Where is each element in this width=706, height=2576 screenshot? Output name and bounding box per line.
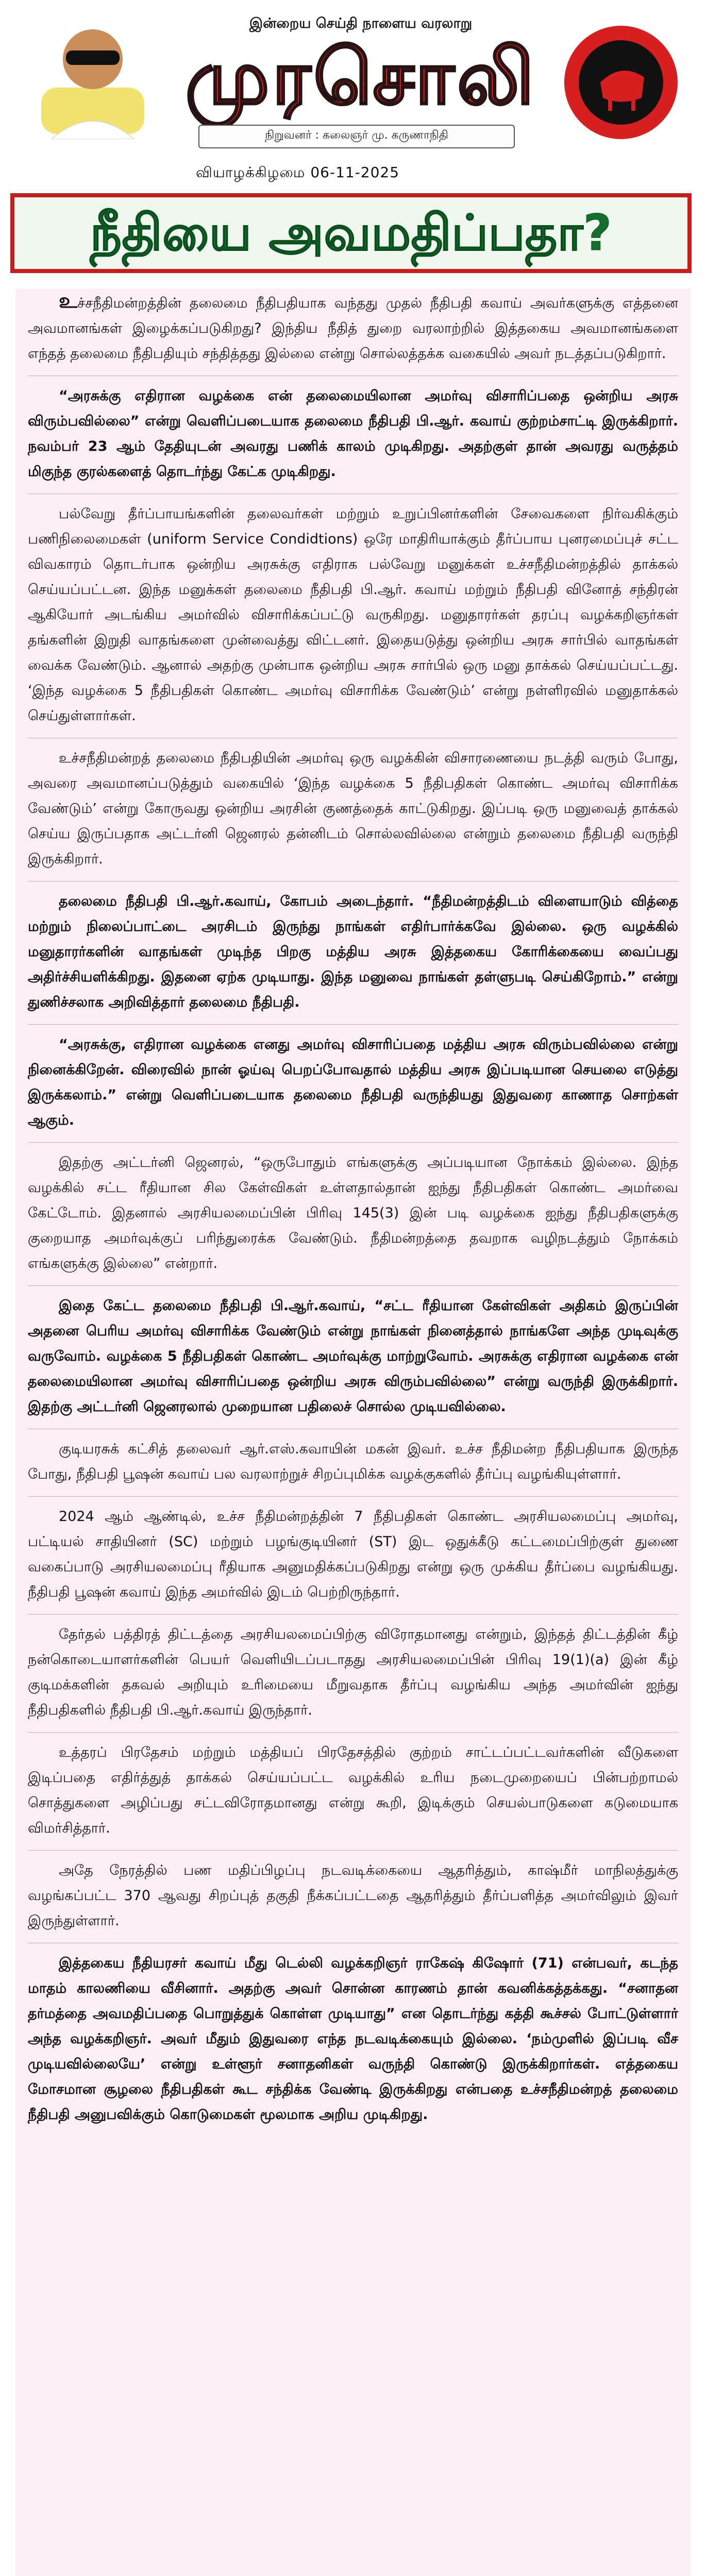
headline-box [10, 193, 692, 273]
paper-name-logo: முரசொலி [185, 33, 536, 122]
paragraph-text: உச்சநீதிமன்றத் தலைமை நீதிபதியின் அமர்வு ஒரு வழக்கின் விசாரணையை நடத்தி வரும் போது, அவரை அவமானப்படுத்தும் வகையில் ‘இந்த வழக்கை 5 நீதிபதிகள் கொண்ட அமர்வு விசாரிக்க வேண்டும்’ என்று கோருவது ஒன்றிய அரசின் குணத்தைக் காட்டுகிறது. இப்படி ஒரு மனுவைத் தாக்கல் செய்ய இருப்பதாக அட்டர்னி ஜெனரல் தன்னிடம் சொல்லவில்லை என்றும் தலைமை நீதிபதி வருந்தி இருக்கிறார். [28, 750, 678, 867]
article-paragraph [28, 383, 678, 484]
paragraph-divider [28, 1142, 678, 1143]
article-paragraph [28, 1293, 678, 1419]
article-paragraph [28, 1740, 678, 1841]
paragraph-text: அதே நேரத்தில் பண மதிப்பிழப்பு நடவடிக்கையை ஆதரித்தும், காஷ்மீர் மாநிலத்துக்கு வழங்கப்பட்ட 370 ஆவது சிறப்புத் தகுதி நீக்கப்பட்டதை ஆதரித்தும் தீர்ப்பளித்த அமர்விலும் இவர் இருந்துள்ளார். [28, 1862, 678, 1929]
paragraph-text: இத்தகைய நீதியரசர் கவாய் மீது டெல்லி வழக்கறிஞர் ராகேஷ் கிஷோர் (71) என்பவர், கடந்த மாதம் காலணியை வீசினார். அதற்கு அவர் சொன்ன காரணம் தான் கவனிக்கத்தக்கது. “சனாதன தர்மத்தை அவமதிப்பதை பொறுத்துக் கொள்ள முடியாது” என தொடர்ந்து கத்தி கூச்சல் போட்டுள்ளார் அந்த வழக்கறிஞர். அவர் மீதும் இதுவரை எந்த நடவடிக்கையும் இல்லை. ‘நம்முளில் இப்படி வீச முடியவில்லையே’ என்று உள்ளூர் சனாதனிகள் வருந்தி கொண்டு இருக்கிறார்கள். எத்தகைய மோசமான சூழலை நீதிபதிகள் கூட சந்திக்க வேண்டி இருக்கிறது என்பதை உச்சநீதிமன்றத் தலைமை நீதிபதி அனுபவிக்கும் கொடுமைகள் மூலமாக அறிய முடிகிறது. [28, 1955, 679, 2123]
masthead [0, 0, 706, 191]
paragraph-divider [28, 1850, 678, 1851]
article-paragraph [28, 889, 678, 1015]
paragraph-divider [28, 1024, 678, 1025]
headline: நீதியை அவமதிப்பதா? [90, 204, 612, 262]
paragraph-text: பல்வேறு தீர்ப்பாயங்களின் தலைவர்கள் மற்றும் உறுப்பினர்களின் சேவைகளை நிர்வகிக்கும் பணிநிலைமைகள் (uniform Service Condidtions) ஒரே மாதிரியாக்கும் தீர்ப்பாய புனரமைப்புச் சட்ட விவகாரம் தொடர்பாக ஒன்றிய அரசுக்கு எதிராக பல்வேறு மனுக்கள் உச்சநீதிமன்றத்தில் தாக்கல் செய்யப்பட்டன. இந்த மனுக்கள் தலைமை நீதிபதி பி.ஆர். கவாய் மற்றும் நீதிபதி வினோத் சந்திரன் ஆகியோர் அடங்கிய அமர்வில் விசாரிக்கப்பட்டு வருகிறது. மனுதாரர்கள் தரப்பு வழக்கறிஞர்கள் தங்களின் இறுதி வாதங்களை முன்வைத்து விட்டனர். இதையடுத்து ஒன்றிய அரசு சார்பில் வாதங்கள் வைக்க வேண்டும். ஆனால் அதற்கு முன்பாக ஒன்றிய அரசு சார்பில் ஒரு மனு தாக்கல் செய்யப்பட்டது. ‘இந்த வழக்கை 5 நீதிபதிகள் கொண்ட அமர்வு விசாரிக்க வேண்டும்’ என்று நள்ளிரவில் மனுதாக்கல் செய்துள்ளார்கள். [28, 506, 678, 724]
paragraph-text: உத்தரப் பிரதேசம் மற்றும் மத்தியப் பிரதேசத்தில் குற்றம் சாட்டப்பட்டவர்களின் வீடுகளை இடிப்பதை எதிர்த்துத் தாக்கல் செய்யப்பட்ட வழக்கில் உரிய நடைமுறையைப் பின்பற்றாமல் சொத்துகளை அழிப்பது சட்டவிரோதமானது என்று கூறி, இடிக்கும் செயல்பாடுகளை கடுமையாக விமர்சித்தார். [28, 1744, 678, 1836]
paragraph-divider [28, 1496, 678, 1497]
article-paragraph [28, 1622, 678, 1723]
paragraph-text: குடியரசுக் கட்சித் தலைவர் ஆர்.எஸ்.கவாயின் மகன் இவர். உச்ச நீதிமன்ற நீதிபதியாக இருந்த போது, நீதிபதி பூஷன் கவாய் பல வரலாற்றுச் சிறப்புமிக்க வழக்குகளில் தீர்ப்பு வழங்கியுள்ளார். [28, 1441, 678, 1482]
paragraph-text: “அரசுக்கு, எதிரான வழக்கை எனது அமர்வு விசாரிப்பதை மத்திய அரசு விரும்பவில்லை என்று நினைக்கிறேன். விரைவில் நான் ஓய்வு பெறப்போவதால் மத்திய அரசு இப்படியான செயலை எடுத்து இருக்கலாம்.” என்று வெளிப்படையாக தலைமை நீதிபதி வருந்தியது இதுவரை காணாத சொற்கள் ஆகும். [28, 1037, 678, 1128]
paragraph-divider [28, 1614, 678, 1615]
article-paragraph [28, 745, 678, 872]
article-paragraph [28, 1951, 678, 2127]
paragraph-text: இதற்கு அட்டர்னி ஜெனரல், “ஒருபோதும் எங்களுக்கு அப்படியான நோக்கம் இல்லை. இந்த வழக்கில் சட்ட ரீதியான சில கேள்விகள் உள்ளதால்தான் ஐந்து நீதிபதிகள் கொண்ட அமர்வை கேட்டோம். இதனால் அரசியலமைப்பின் பிரிவு 145(3) இன் படி வழக்கை ஐந்து நீதிபதிகளுக்கு குறையாத அமர்வுக்குப் பரிந்துரைக்க வேண்டும். நீதிமன்றத்தை தவறாக வழிநடத்தும் நோக்கம் எங்களுக்கு இல்லை” என்றார். [28, 1155, 679, 1272]
founder-portrait-image [21, 10, 165, 139]
paragraph-divider [28, 1732, 678, 1733]
paragraph-text: இதை கேட்ட தலைமை நீதிபதி பி.ஆர்.கவாய், “சட்ட ரீதியான கேள்விகள் அதிகம் இருப்பின் அதனை பெரிய அமர்வு விசாரிக்க வேண்டும் என்று நாங்கள் நினைத்தால் நாங்களே அந்த முடிவுக்கு வருவோம். வழக்கை 5 நீதிபதிகள் கொண்ட அமர்வுக்கு மாற்றுவோம். அரசுக்கு எதிரான வழக்கை என் தலைமையிலான அமர்வு விசாரிப்பதை ஒன்றிய அரசு விரும்பவில்லை” என்று வருந்தி இருக்கிறார். இதற்கு அட்டர்னி ஜெனரலால் முறையான பதிலைச் சொல்ல முடியவில்லை. [28, 1298, 678, 1415]
paragraph-text: “அரசுக்கு எதிரான வழக்கை என் தலைமையிலான அமர்வு விசாரிப்பதை ஒன்றிய அரசு விரும்பவில்லை” என்று வெளிப்படையாக தலைமை நீதிபதி பி.ஆர். கவாய் குற்றம்சாட்டி இருக்கிறார். நவம்பர் 23 ஆம் தேதியுடன் அவரது பணிக் காலம் முடிகிறது. அதற்குள் தான் அவரது வருத்தம் மிகுந்த குரல்களைத் தொடர்ந்து கேட்க முடிகிறது. [28, 388, 678, 480]
article-paragraph [28, 1858, 678, 1934]
date-line: வியாழக்கிழமை 06-11-2025 [196, 164, 400, 181]
drop-cap: உ [59, 289, 78, 313]
paragraph-divider [28, 881, 678, 882]
article-paragraph [28, 1504, 678, 1605]
article-paragraph [28, 289, 678, 366]
paragraph-text: தலைமை நீதிபதி பி.ஆர்.கவாய், கோபம் அடைந்தார். “நீதிமன்றத்திடம் விளையாடும் வித்தை மற்றும் நிலைப்பாட்டை அரசிடம் இருந்து நாங்கள் எதிர்பார்க்கவே இல்லை. ஒரு வழக்கில் மனுதாரர்களின் வாதங்கள் முடிந்த பிறகு மத்திய அரசு இத்தகைய கோரிக்கையை வைப்பது அதிர்ச்சியளிக்கிறது. இதனை ஏற்க முடியாது. இந்த மனுவை நாங்கள் தள்ளுபடி செய்கிறோம்.” என்று துணிச்சலாக அறிவித்தார் தலைமை நீதிபதி. [28, 893, 678, 1010]
party-emblem-icon [557, 21, 685, 144]
paragraph-text: 2024 ஆம் ஆண்டில், உச்ச நீதிமன்றத்தின் 7 நீதிபதிகள் கொண்ட அரசியலமைப்பு அமர்வு, பட்டியல் சாதியினர் (SC) மற்றும் பழங்குடியினர் (ST) இட ஒதுக்கீடு கட்டமைப்பிற்குள் துணை வகைப்பாடு அரசியலமைப்பு ரீதியாக அனுமதிக்கப்படுகிறது என்று ஒரு முக்கிய தீர்ப்பை வழங்கியது. நீதிபதி பூஷன் கவாய் இந்த அமர்வில் இடம் பெற்றிருந்தார். [28, 1509, 678, 1600]
article-paragraph [28, 1436, 678, 1487]
founder-label: நிறுவனர் : கலைஞர் மு. கருணாநிதி [265, 129, 448, 142]
article-paragraph [28, 1032, 678, 1133]
article-body [15, 289, 691, 2576]
paragraph-text: ச்சநீதிமன்றத்தின் தலைமை நீதிபதியாக வந்தது முதல் நீதிபதி கவாய் அவர்களுக்கு எத்தனை அவமானங்கள் இழைக்கப்படுகிறது? இந்திய நீதித் துறை வரலாற்றில் இத்தகைய அவமானங்களை எந்தத் தலைமை நீதிபதியும் சந்தித்தது இல்லை என்று சொல்லத்தக்க வகையில் அவர் நடத்தப்படுகிறார். [28, 295, 678, 362]
article-paragraph [28, 1150, 678, 1276]
founder-strip [198, 125, 515, 148]
article-paragraph [28, 501, 678, 728]
tagline: இன்றைய செய்தி நாளைய வரலாறு [249, 15, 473, 31]
paragraph-text: தேர்தல் பத்திரத் திட்டத்தை அரசியலமைப்பிற்கு விரோதமானது என்றும், இந்தத் திட்டத்தின் கீழ் நன்கொடையாளர்களின் பெயர் வெளியிடப்படாதது அரசியலமைப்பின் பிரிவு 19(1)(a) இன் கீழ் குடிமக்களின் தகவல் அறியும் உரிமையை மீறுவதாக தீர்ப்பு வழங்கிய அந்த அமர்வின் ஐந்து நீதிபதிகளில் நீதிபதி பி.ஆர்.கவாய் இருந்தார். [28, 1626, 678, 1718]
paragraph-divider [28, 1285, 678, 1286]
